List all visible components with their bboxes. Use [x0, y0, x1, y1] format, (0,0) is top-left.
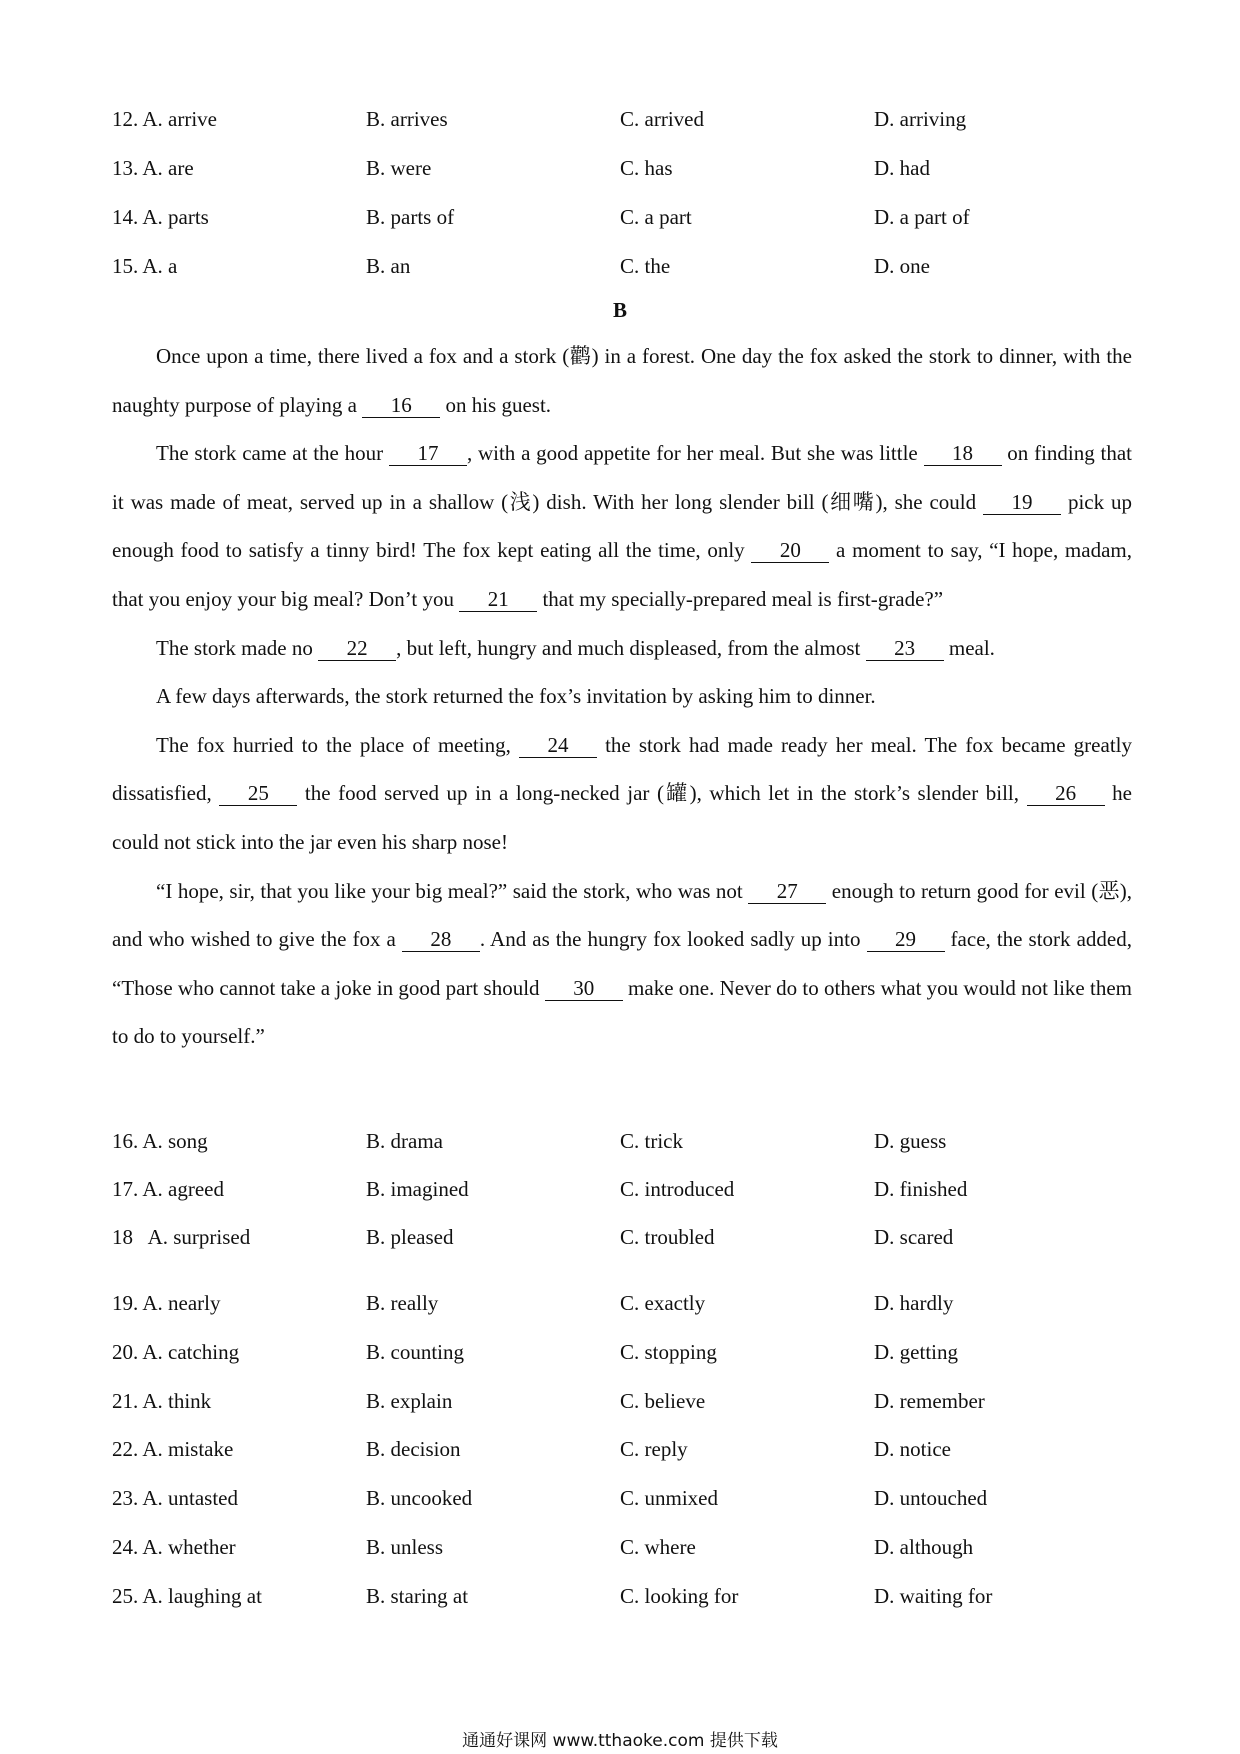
passage-text: The stork came at the hour [156, 441, 389, 466]
passage-text: Once upon a time, there lived a fox and a stork (鹳) in a forest. One day the fox asked the stork to dinner, with the naughty purpose of playing a [112, 344, 1132, 417]
option-a: 19. A. nearly [112, 1291, 221, 1315]
option-c: C. the [620, 254, 671, 278]
passage [112, 332, 1132, 1061]
paragraph-4 [112, 672, 1132, 721]
blank-23: 23 [866, 636, 944, 661]
option-b: B. drama [366, 1129, 443, 1153]
option-a: 17. A. agreed [112, 1177, 224, 1201]
option-row-19 [112, 1288, 1162, 1318]
option-d: D. remember [874, 1389, 985, 1413]
passage-text: The stork made no [156, 635, 319, 660]
passage-text: , but left, hungry and much displeased, from the almost [396, 635, 866, 660]
passage-text: . And as the hungry fox looked sadly up into [479, 927, 867, 952]
option-c: C. troubled [620, 1225, 715, 1249]
option-c: C. stopping [620, 1340, 717, 1364]
option-b: B. arrives [366, 107, 448, 131]
blank-25: 25 [219, 781, 297, 806]
option-row-17 [112, 1174, 1162, 1204]
option-b: B. an [366, 254, 411, 278]
option-c: C. trick [620, 1129, 683, 1153]
blank-19: 19 [983, 490, 1061, 515]
blank-29: 29 [867, 927, 945, 952]
option-a: 23. A. untasted [112, 1486, 238, 1510]
passage-text: a moment to say, “I hope, madam, that you enjoy your big meal? Don’t you [112, 538, 1132, 611]
option-b: B. were [366, 156, 432, 180]
option-d: D. scared [874, 1225, 954, 1249]
option-d: D. guess [874, 1129, 947, 1153]
option-b: B. pleased [366, 1225, 454, 1249]
paragraph-3 [112, 624, 1132, 673]
option-b: B. decision [366, 1437, 461, 1461]
option-b: B. explain [366, 1389, 453, 1413]
passage-text: A few days afterwards, the stork returned the fox’s invitation by asking him to dinner. [156, 684, 876, 709]
passage-text: make one. Never do to others what you would not like them to do to yourself.” [112, 975, 1133, 1049]
option-b: B. imagined [366, 1177, 469, 1201]
option-row-15 [112, 251, 1162, 281]
option-row-23 [112, 1483, 1162, 1513]
paragraph-2 [112, 429, 1132, 623]
passage-text: pick up enough food to satisfy a tinny bird! The fox kept eating all the time, only [112, 489, 1132, 563]
option-a: 22. A. mistake [112, 1437, 234, 1461]
footer-watermark: 通通好课网 www.tthaoke.com 提供下载 [462, 1731, 778, 1751]
option-b: B. parts of [366, 205, 455, 229]
passage-text: face, the stork added, “Those who cannot take a joke in good part should [112, 927, 1132, 1000]
passage-text: on his guest. [440, 392, 552, 417]
option-row-25 [112, 1581, 1162, 1611]
option-row-24 [112, 1532, 1162, 1562]
passage-text: on finding that it was made of meat, served up in a shallow (浅) dish. With her long slender bill (细嘴), she could [112, 441, 1133, 514]
blank-21: 21 [459, 587, 537, 612]
option-d: D. had [874, 156, 930, 180]
option-d: D. although [874, 1535, 974, 1559]
option-row-22 [112, 1434, 1162, 1464]
option-a: 13. A. are [112, 156, 194, 180]
option-a: 21. A. think [112, 1389, 212, 1413]
option-row-14 [112, 202, 1162, 232]
option-d: D. untouched [874, 1486, 988, 1510]
option-a: 16. A. song [112, 1129, 208, 1153]
option-c: C. exactly [620, 1291, 706, 1315]
blank-24: 24 [519, 733, 597, 758]
blank-26: 26 [1027, 781, 1105, 806]
option-d: D. getting [874, 1340, 958, 1364]
passage-text: the food served up in a long-necked jar (罐), which let in the stork’s slender bill, [297, 781, 1027, 806]
blank-22: 22 [318, 636, 396, 661]
section-title: B [612, 298, 627, 322]
paragraph-6 [112, 867, 1132, 1061]
option-a: 12. A. arrive [112, 107, 217, 131]
option-b: B. counting [366, 1340, 464, 1364]
blank-20: 20 [751, 538, 829, 563]
option-row-13 [112, 153, 1162, 183]
option-row-18 [112, 1222, 1162, 1252]
option-c: C. believe [620, 1389, 706, 1413]
passage-text: enough to return good for evil (恶), and who wished to give the fox a [112, 878, 1132, 952]
option-c: C. looking for [620, 1584, 739, 1608]
passage-text: that my specially-prepared meal is first-grade?” [537, 586, 944, 611]
option-c: C. where [620, 1535, 696, 1559]
passage-text: “I hope, sir, that you like your big meal?” said the stork, who was not [156, 878, 749, 903]
blank-18: 18 [924, 441, 1002, 466]
option-c: C. a part [620, 205, 692, 229]
option-c: C. introduced [620, 1177, 735, 1201]
option-d: D. hardly [874, 1291, 954, 1315]
option-d: D. a part of [874, 205, 970, 229]
option-row-12 [112, 104, 1162, 134]
passage-text: The fox hurried to the place of meeting, [156, 732, 519, 757]
option-a: 25. A. laughing at [112, 1584, 262, 1608]
option-d: D. notice [874, 1437, 951, 1461]
option-b: B. really [366, 1291, 439, 1315]
option-c: C. has [620, 156, 673, 180]
option-d: D. finished [874, 1177, 968, 1201]
option-a: 18 A. surprised [112, 1225, 251, 1249]
option-b: B. unless [366, 1535, 444, 1559]
option-d: D. waiting for [874, 1584, 993, 1608]
option-row-21 [112, 1386, 1162, 1416]
passage-text: the stork had made ready her meal. The fox became greatly dissatisfied, [112, 732, 1132, 806]
option-b: B. staring at [366, 1584, 469, 1608]
option-c: C. arrived [620, 107, 704, 131]
option-a: 20. A. catching [112, 1340, 240, 1364]
option-d: D. arriving [874, 107, 967, 131]
option-c: C. unmixed [620, 1486, 718, 1510]
paragraph-5 [112, 721, 1132, 867]
option-d: D. one [874, 254, 930, 278]
option-a: 15. A. a [112, 254, 178, 278]
blank-16: 16 [362, 393, 440, 418]
option-c: C. reply [620, 1437, 688, 1461]
option-a: 24. A. whether [112, 1535, 236, 1559]
blank-17: 17 [389, 441, 467, 466]
passage-text: , with a good appetite for her meal. But she was little [466, 441, 924, 466]
paragraph-1 [112, 332, 1132, 429]
option-b: B. uncooked [366, 1486, 473, 1510]
option-row-20 [112, 1337, 1162, 1367]
blank-30: 30 [545, 976, 623, 1001]
option-a: 14. A. parts [112, 205, 209, 229]
blank-27: 27 [748, 879, 826, 904]
passage-text: meal. [943, 635, 995, 660]
option-row-16 [112, 1126, 1162, 1156]
passage-text: he could not stick into the jar even his sharp nose! [112, 781, 1132, 854]
blank-28: 28 [402, 927, 480, 952]
